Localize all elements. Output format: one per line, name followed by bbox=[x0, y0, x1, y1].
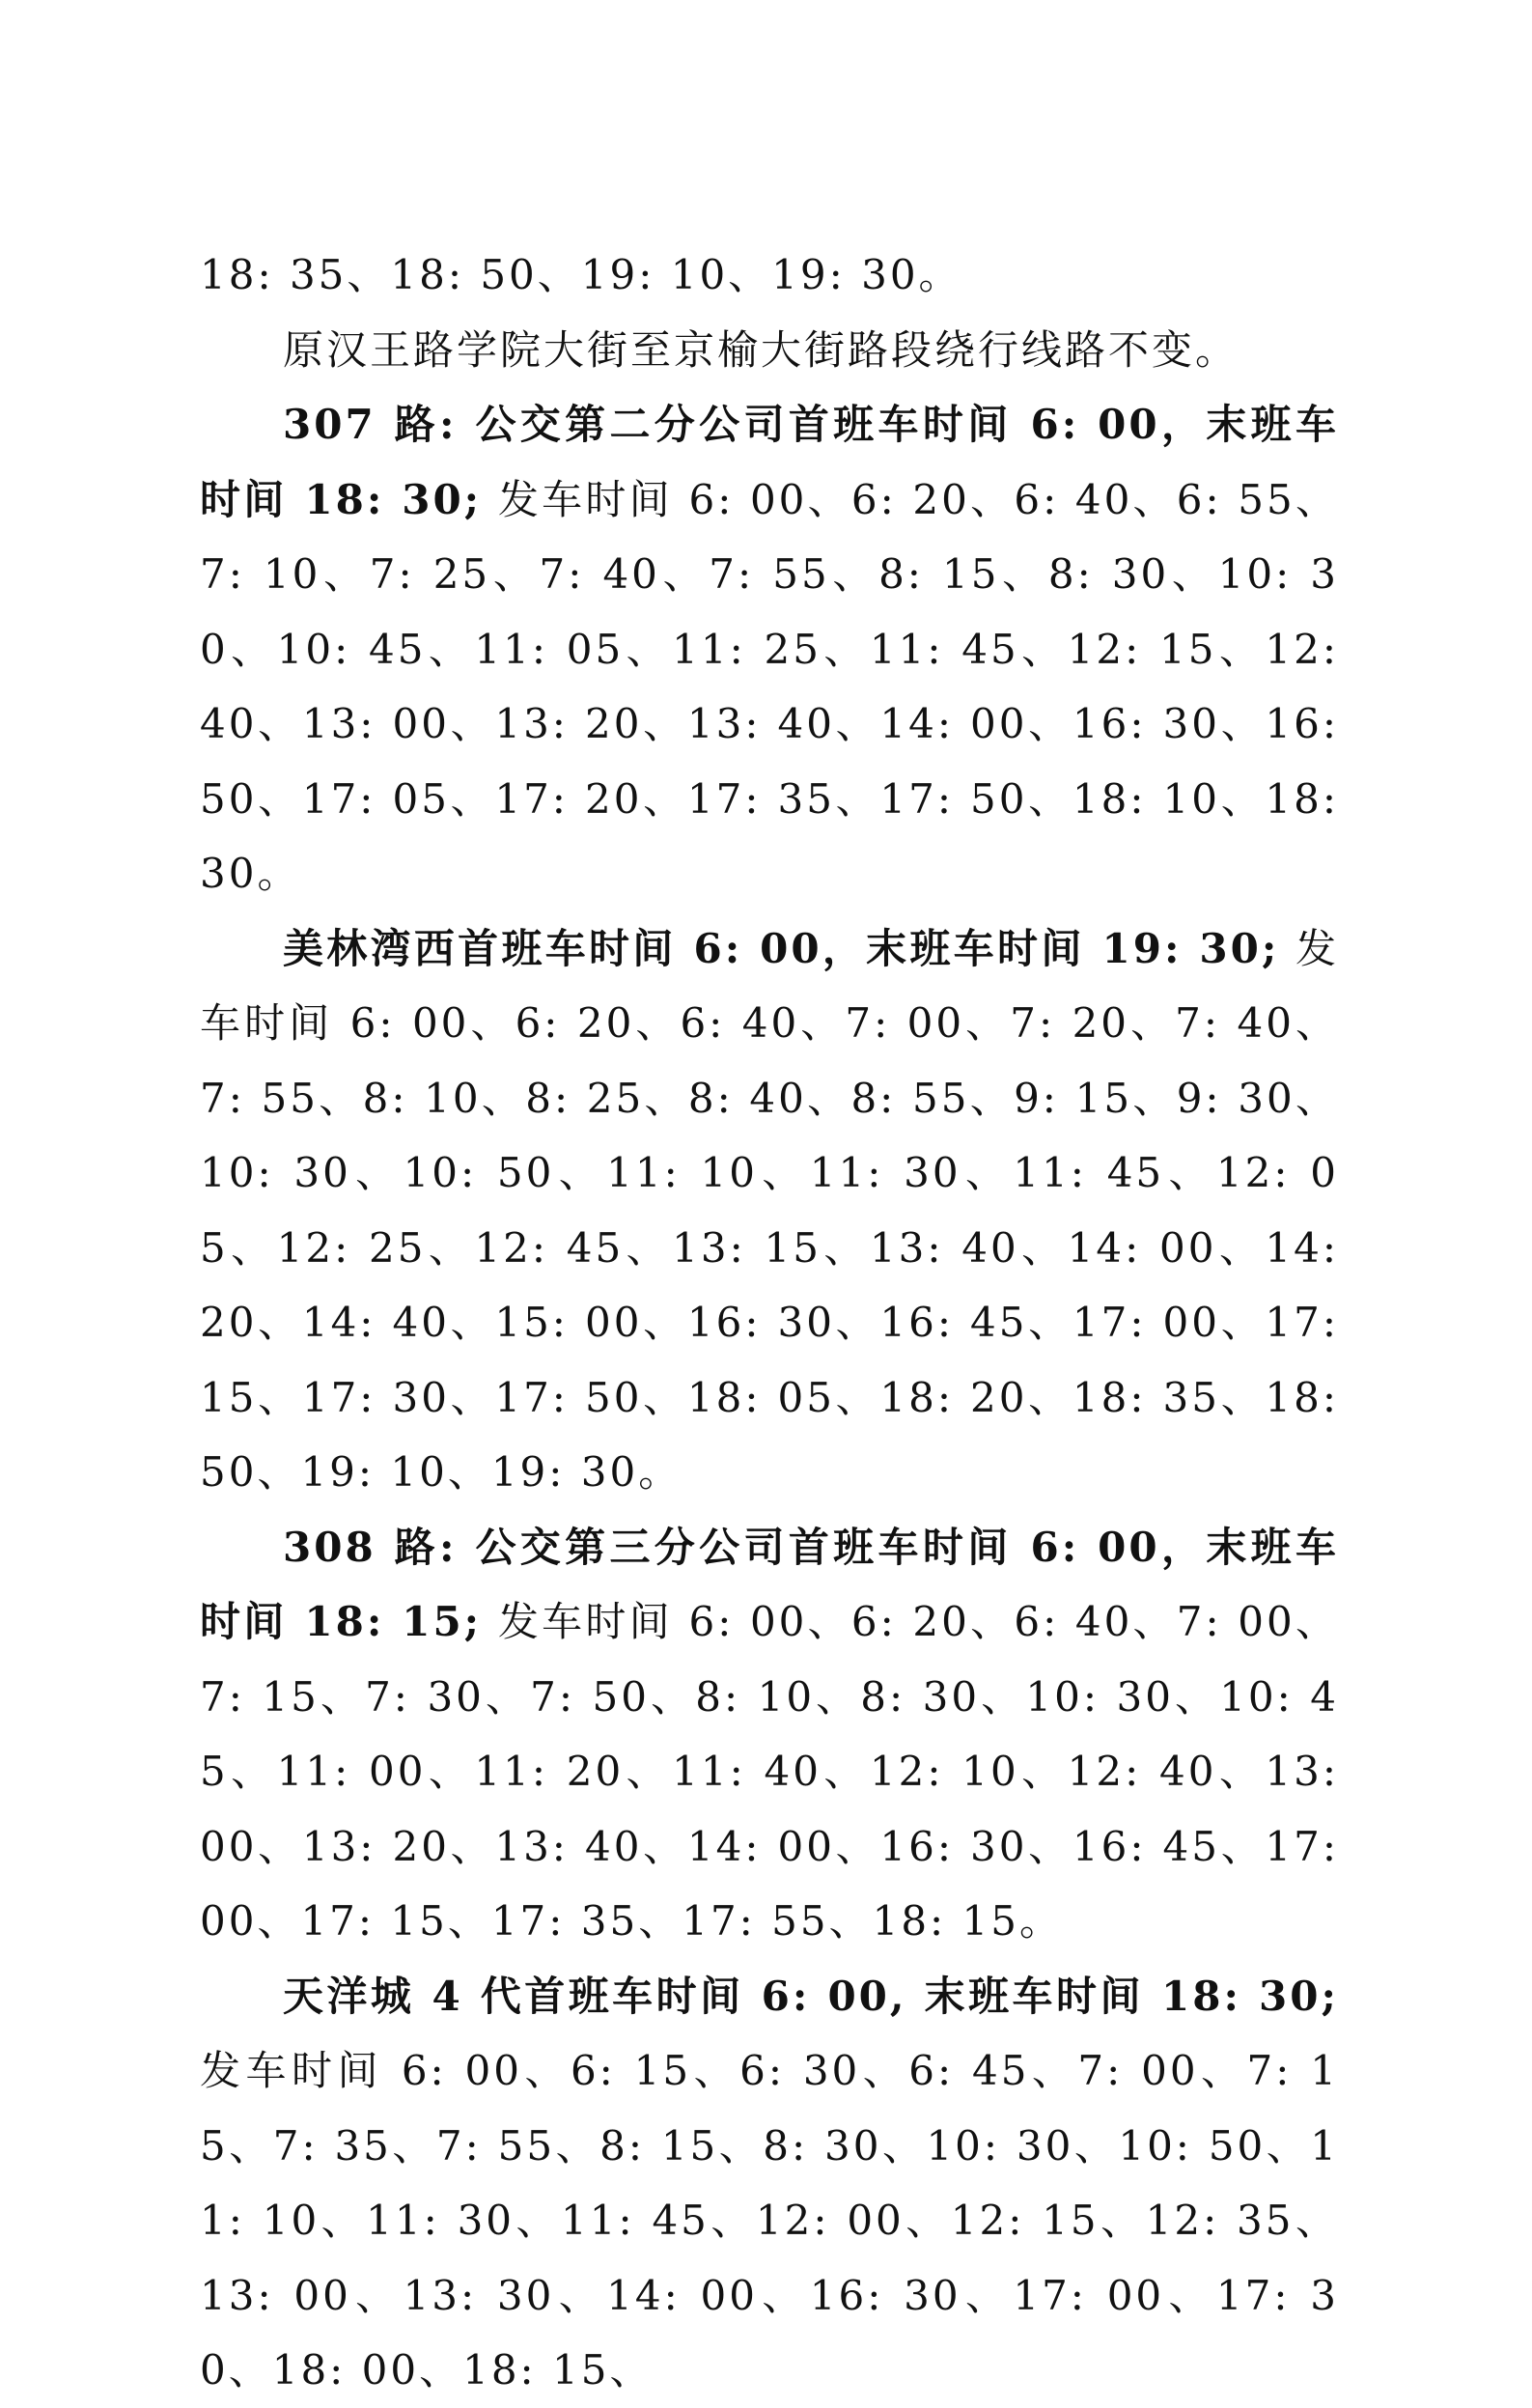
paragraph-text: 原汉王路学院大街至京榆大街路段绕行线路不变。 bbox=[283, 325, 1240, 374]
paragraph-lead: 308 路: 公交第三分公司首班车时间 6: 00，末班车时间 18: 15; bbox=[200, 1523, 1339, 1645]
paragraph-text: 发车时间 6: 00、6: 20、6: 40、7: 00、7: 15、7: 30、7: 50、8: 10、8: 30、10: 30、10: 45、11: 00、11: 20、11: 40、12: 10、12: 40、13: 00、13: 20、13: 40、14: 00、16: 30、16: 45、17: 00、17: 15、17: 35、17: 55、18: 15。 bbox=[200, 1598, 1339, 1945]
paragraph-text: 18: 35、18: 50、19: 10、19: 30。 bbox=[200, 251, 962, 298]
paragraph-meilinwan-west bbox=[200, 911, 1339, 1510]
paragraph-text: 发车时间 6: 00、6: 20、6: 40、7: 00、7: 20、7: 40、7: 55、8: 10、8: 25、8: 40、8: 55、9: 15、9: 30、10: 30、10: 50、11: 10、11: 30、11: 45、12: 05、12: 25、12: 45、13: 15、13: 40、14: 00、14: 20、14: 40、15: 00、16: 30、16: 45、17: 00、17: 15、17: 30、17: 50、18: 05、18: 20、18: 35、18: 50、19: 10、19: 30。 bbox=[200, 924, 1339, 1496]
paragraph-lead: 天洋城 4 代首班车时间 6: 00, 末班车时间 18: 30; bbox=[283, 1972, 1339, 2020]
paragraph-continued-times bbox=[200, 238, 1339, 313]
paragraph-tianyangcheng-4 bbox=[200, 1959, 1339, 2408]
paragraph-route-308 bbox=[200, 1510, 1339, 1959]
paragraph-detour-note bbox=[200, 313, 1339, 388]
paragraph-route-307 bbox=[200, 387, 1339, 911]
paragraph-lead: 美林湾西首班车时间 6: 00，末班车时间 19: 30; bbox=[283, 924, 1280, 972]
paragraph-lead: 307 路: 公交第二分公司首班车时间 6: 00，末班车时间 18: 30; bbox=[200, 401, 1339, 523]
body-text bbox=[200, 238, 1339, 2408]
paragraph-text: 发车时间 6: 00、6: 20、6: 40、6: 55、7: 10、7: 25、7: 40、7: 55、8: 15、8: 30、10: 30、10: 45、11: 05、11: 25、11: 45、12: 15、12: 40、13: 00、13: 20、13: 40、14: 00、16: 30、16: 50、17: 05、17: 20、17: 35、17: 50、18: 10、18: 30。 bbox=[200, 475, 1339, 897]
paragraph-text: 发车时间 6: 00、6: 15、6: 30、6: 45、7: 00、7: 15、7: 35、7: 55、8: 15、8: 30、10: 30、10: 50、11: 10、11: 30、11: 45、12: 00、12: 15、12: 35、13: 00、13: 30、14: 00、16: 30、17: 00、17: 30、18: 00、18: 15、 bbox=[200, 2047, 1339, 2394]
